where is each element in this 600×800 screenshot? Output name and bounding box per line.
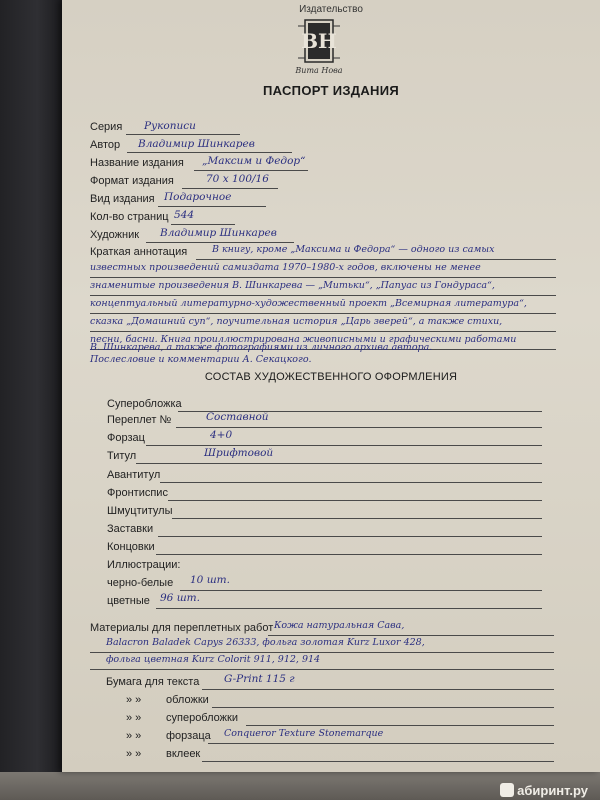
- inserts-line: [202, 761, 554, 762]
- forzac-label: Форзац: [107, 432, 145, 444]
- pages-label: Кол-во страниц: [90, 211, 169, 223]
- superobl-paper-label: суперобложки: [166, 712, 238, 724]
- series-line: [126, 134, 240, 135]
- annotation-label: Краткая аннотация: [90, 246, 188, 258]
- format-line: [182, 188, 278, 189]
- titul-line: [136, 463, 542, 464]
- edition-name-label: Название издания: [90, 157, 184, 169]
- forzac-paper-value: Conqueror Texture Stonemarque: [224, 728, 384, 739]
- labirint-logo-icon: [500, 783, 514, 797]
- materials-line-1: [268, 635, 554, 636]
- type-line: [158, 206, 266, 207]
- design-section-title: СОСТАВ ХУДОЖЕСТВЕННОГО ОФОРМЛЕНИЯ: [204, 371, 458, 383]
- color-value: 96 шт.: [160, 592, 200, 604]
- bw-value: 10 шт.: [190, 574, 230, 586]
- covers-label: обложки: [166, 694, 209, 706]
- quote-mark-4: » »: [126, 748, 142, 760]
- frontispis-label: Фронтиспис: [107, 487, 168, 499]
- illustrations-label: Иллюстрации:: [107, 559, 181, 571]
- annotation-text-3: знаменитые произведения В. Шинкарева — „Митьки“, „Папуас из Гондураса“,: [90, 280, 495, 291]
- type-value: Подарочное: [164, 191, 232, 203]
- materials-text-3: фольга цветная Kurz Colorit 911, 912, 914: [106, 654, 321, 665]
- series-label: Серия: [90, 121, 123, 133]
- watermark: [500, 783, 588, 798]
- annotation-text-5: сказка „Домашний суп“, поучительная история „Царь зверей“, а также стихи,: [90, 316, 503, 327]
- frontispis-line: [168, 500, 542, 501]
- titul-value: Шрифтовой: [204, 447, 274, 459]
- artist-line: [146, 242, 294, 243]
- titul-label: Титул: [107, 450, 137, 462]
- bw-line: [180, 590, 542, 591]
- artist-label: Художник: [90, 229, 140, 241]
- edition-name-line: [194, 170, 308, 171]
- publisher-caption: Издательство: [299, 4, 363, 15]
- annotation-text-8: Послесловие и комментарии А. Секацкого.: [90, 354, 312, 365]
- materials-line-2: [90, 652, 554, 653]
- color-label: цветные: [107, 595, 150, 607]
- color-line: [156, 608, 542, 609]
- avantitul-label: Авантитул: [107, 469, 161, 481]
- materials-text-2: Balacron Baladek Capys 26333, фольга золотая Kurz Luxor 428,: [106, 637, 425, 648]
- annotation-text-1: В книгу, кроме „Максима и Федора“ — одного из самых: [212, 244, 495, 255]
- superobl-paper-line: [246, 725, 554, 726]
- annotation-line-2: [90, 277, 556, 278]
- koncovki-line: [156, 554, 542, 555]
- zastavki-line: [158, 536, 542, 537]
- forzac-paper-line: [208, 743, 554, 744]
- forzac-value: 4+0: [210, 429, 233, 441]
- forzac-paper-label: форзаца: [166, 730, 211, 742]
- annotation-text-7: В. Шинкарева, а также фотографиями из личного архива автора.: [90, 342, 433, 353]
- publisher-logo: [284, 18, 354, 78]
- forzac-line: [146, 445, 542, 446]
- svg-text:ВН: ВН: [301, 29, 337, 53]
- quote-mark-3: » »: [126, 730, 142, 742]
- pages-line: [171, 224, 235, 225]
- edition-name-value: „Максим и Федор“: [202, 155, 306, 167]
- author-label: Автор: [90, 139, 121, 151]
- annotation-line-5: [90, 331, 556, 332]
- paper-text-line: [202, 689, 554, 690]
- inserts-label: вклеек: [166, 748, 201, 760]
- document-page: [62, 0, 600, 772]
- author-line: [127, 152, 292, 153]
- bw-label: черно-белые: [107, 577, 174, 589]
- series-value: Рукописи: [144, 120, 196, 132]
- superobl-label: Суперобложка: [107, 398, 182, 410]
- quote-mark-2: » »: [126, 712, 142, 724]
- artist-value: Владимир Шинкарев: [160, 227, 277, 239]
- paper-text-value: G-Print 115 г: [224, 673, 295, 685]
- binding-label: Переплет №: [107, 414, 172, 426]
- vita-nova-logo-icon: [284, 18, 354, 78]
- watermark-text: абиринт.ру: [517, 783, 588, 798]
- format-label: Формат издания: [90, 175, 174, 187]
- pages-value: 544: [174, 209, 195, 221]
- annotation-line-4: [90, 313, 556, 314]
- type-label: Вид издания: [90, 193, 155, 205]
- avantitul-line: [160, 482, 542, 483]
- binding-value: Составной: [206, 411, 269, 423]
- annotation-text-4: концептуальный литературно-художественный проект „Всемирная литература“,: [90, 298, 527, 309]
- logo-caption: Вита Нова: [295, 66, 343, 75]
- annotation-line-1: [196, 259, 556, 260]
- quote-mark-1: » »: [126, 694, 142, 706]
- format-value: 70 х 100/16: [206, 173, 269, 185]
- koncovki-label: Концовки: [107, 541, 155, 553]
- annotation-line-3: [90, 295, 556, 296]
- binding-line: [176, 427, 542, 428]
- covers-line: [212, 707, 554, 708]
- zastavki-label: Заставки: [107, 523, 154, 535]
- annotation-text-6: песни, басни. Книга проиллюстрирована живописными и графическими работами: [90, 334, 517, 345]
- annotation-text-2: известных произведений самиздата 1970–1980-х годов, включены не менее: [90, 262, 481, 273]
- passport-title: ПАСПОРТ ИЗДАНИЯ: [262, 83, 400, 98]
- paper-text-label: Бумага для текста: [106, 676, 200, 688]
- shmuctituly-label: Шмуцтитулы: [107, 505, 173, 517]
- materials-line-3: [90, 669, 554, 670]
- shmuctituly-line: [172, 518, 542, 519]
- materials-label: Материалы для переплетных работ: [90, 622, 274, 634]
- book-cover-edge: [0, 0, 62, 800]
- materials-text-1: Кожа натуральная Сава,: [274, 620, 405, 631]
- author-value: Владимир Шинкарев: [138, 138, 255, 150]
